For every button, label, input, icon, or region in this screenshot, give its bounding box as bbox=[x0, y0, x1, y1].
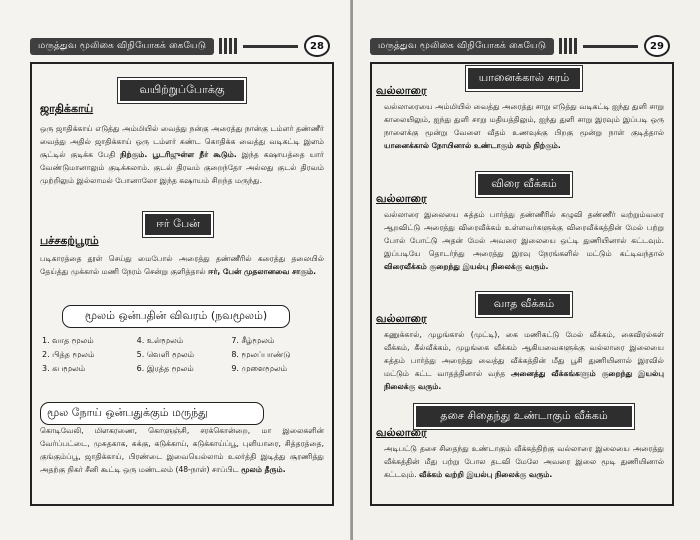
header-rule bbox=[583, 45, 638, 48]
list-item: 7. சீழ்மூலம் bbox=[231, 336, 275, 345]
heading-diarrhea: வயிற்றுப்போக்கு bbox=[118, 78, 246, 103]
header-rule bbox=[243, 45, 298, 48]
heading-piles-types: மூலம் ஒன்பதின் விவரம் (நவமூலம்) bbox=[62, 305, 290, 328]
heading-tissue-swelling: தசை சிதைந்து உண்டாகும் வீக்கம் bbox=[414, 404, 634, 429]
list-item: 2. பித்த மூலம் bbox=[42, 350, 95, 359]
subheading-vallarai: வல்லாரை bbox=[376, 84, 427, 97]
paragraph-arthritic-swelling: கணுக்கால், முழங்கால் (முட்டி), கை மணிகட்டு மேல் வீக்கம், கைவிரல்கள் வீக்கம், கீல்வீக்கம், முழங்கை வீக்கம் ஆகியவைகளுக்கு வல்லாரை இலையை சுத்தம் பார்த்து அரைத்து வைத்து வீக்கத்தின் மீது பூசி துணியினால் இரவில் மட்டும் கட்ட வாதத்தினால் வந்த அனைத்து வீக்கங்களும் குறைந்து இயல்பு நிலைக்கு வரும். bbox=[384, 330, 665, 391]
list-item: 1. வாத மூலம் bbox=[42, 336, 94, 345]
paragraph-lice: படிகாரத்தை தூள் செய்து மைபோல் அரைத்து தண்ணீரில் கரைத்து தலையில் தேய்த்து முக்கால் மணி நேரம் சென்று குளித்தால் ஈர், பேன் முதலானவை சாகும். bbox=[40, 254, 324, 276]
heading-piles-remedy: மூல நோய் ஒன்பதுக்கும் மருந்து bbox=[40, 402, 264, 425]
paragraph-piles-remedy: கொடிவேலி, மிளகரணை, கொளுஞ்சி, சரக்கொன்றை, மா இலைகளின் வேர்ப்பட்டை, முசுதகாக, சுக்கு, கடுக்காய், கடுக்காய்ப்பூ, புளியாரை, சித்தரத்தை, குங்கும்ப்பூ, ஜாதிக்காய், பிரண்டை இவையெல்லாம் உலர்த்தி இடித்து சூரணித்து அதற்கு நிகர் சீனி கூட்டி ஒரு மண்டலம் (48-நாள்) சாப்பிட மூலம் தீரும். bbox=[40, 426, 324, 474]
header-title: மருத்துவ மூலிகை விநியோகக் கையேடு bbox=[30, 38, 214, 55]
subheading-vallarai: வல்லாரை bbox=[376, 312, 427, 325]
piles-types-list bbox=[42, 336, 322, 374]
page-header-left bbox=[30, 36, 330, 56]
list-item: 9. முளைமூலம் bbox=[231, 364, 288, 373]
subheading-nutmeg: ஜாதிக்காய் bbox=[40, 102, 94, 115]
paragraph-tissue-swelling: அடிபட்டு தசை சிதைந்து உண்டாகும் வீக்கத்திற்கு வல்லாரை இலையை அரைத்து வீக்கத்தின் மீது பற்று போல தடவி மேலே அவரை இலை மூடி துணியினால் கட்டவும். வீக்கம் வற்றி இயல்பு நிலைக்கு வரும். bbox=[384, 444, 664, 479]
list-item: 4. உள்மூலம் bbox=[136, 336, 184, 345]
list-item: 6. இரத்த மூலம் bbox=[136, 364, 194, 373]
list-item: 3. கபமூலம் bbox=[42, 364, 86, 373]
page-header-right bbox=[370, 36, 670, 56]
header-title: மருத்துவ மூலிகை விநியோகக் கையேடு bbox=[370, 38, 554, 55]
heading-lice: ஈர் பேன் bbox=[143, 212, 213, 237]
heading-arthritic-swelling: வாத வீக்கம் bbox=[476, 292, 572, 317]
paragraph-elephantiasis: வல்லாரையை அம்மியில் வைத்து அரைத்து சாறு எடுத்து வடிகட்டி ஐந்து துளி சாறு காலையிலும், ஐந்து துளி சாறு மதியத்திலும், ஐந்து துளி சாறு இரவும் இப்படி ஒரு நாளைக்கு மூன்று வேளை வீதம் உணவுக்கு பிறகு மூன்று நாள் குடித்தால் யானைக்கால் நோயினால் உண்டாகும் சுரம் நிற்கும். bbox=[384, 102, 664, 150]
subheading-camphor: பச்சகற்பூரம் bbox=[40, 234, 99, 247]
list-item: 8. மூலப்பாண்டு bbox=[231, 350, 291, 359]
paragraph-diarrhea: ஒரு ஜாதிக்காய் எடுத்து அம்மியில் வைத்து நன்கு அரைத்து நான்கு டம்ளர் தண்ணீர் வைத்து அதில் ஜாதிக்காய் ஒரு டம்ளர் சுண்ட கொதிக்க வைத்து வடிகட்டி இளம் சூட்டில் குடிக்க பேதி நிற்கும். பூடரிஜுள்ள நீர் கூடும். இந்த கஷாயத்தை யார் வேண்டுமானாலும் குடிக்கலாம். குடல் திரவம் குறைந்தோ அல்லது குடல் திரவம் முற்றிலும் இல்லாமல் போனாலோ இந்த கஷாயம் சிறந்த மருந்து. bbox=[40, 124, 324, 185]
page-number-right: 29 bbox=[644, 35, 670, 57]
subheading-vallarai: வல்லாரை bbox=[376, 192, 427, 205]
list-item: 5. வெளி மூலம் bbox=[136, 350, 195, 359]
heading-elephantiasis-fever: யானைக்கால் சுரம் bbox=[466, 66, 582, 91]
header-bars-decoration bbox=[219, 38, 237, 54]
heading-testicular-swelling: விரை வீக்கம் bbox=[476, 172, 572, 197]
subheading-vallarai: வல்லாரை bbox=[376, 426, 427, 439]
page-number-left: 28 bbox=[304, 35, 330, 57]
paragraph-testicular-swelling: வல்லாரை இலையை சுத்தம் பார்த்து தண்ணீரில் கழுவி தண்ணீர் வற்றும்வரை ஆறவிட்டு அரைத்து விரைவீக்கம் உள்ளவர்களுக்கு விரைவீக்கத்தின் மேல் பற்று போல் போட்டு அதன் மேல் அவரை இலையை ஒட்டி துணியினால் கட்டவும். இப்படியே தொடர்ந்து அரைத்து இரவு நேரங்களில் மட்டும் கட்டிவந்தால் விரைவீக்கம் குறைந்து இயல்பு நிலைக்கு வரும். bbox=[384, 210, 664, 271]
header-bars-decoration bbox=[559, 38, 577, 54]
